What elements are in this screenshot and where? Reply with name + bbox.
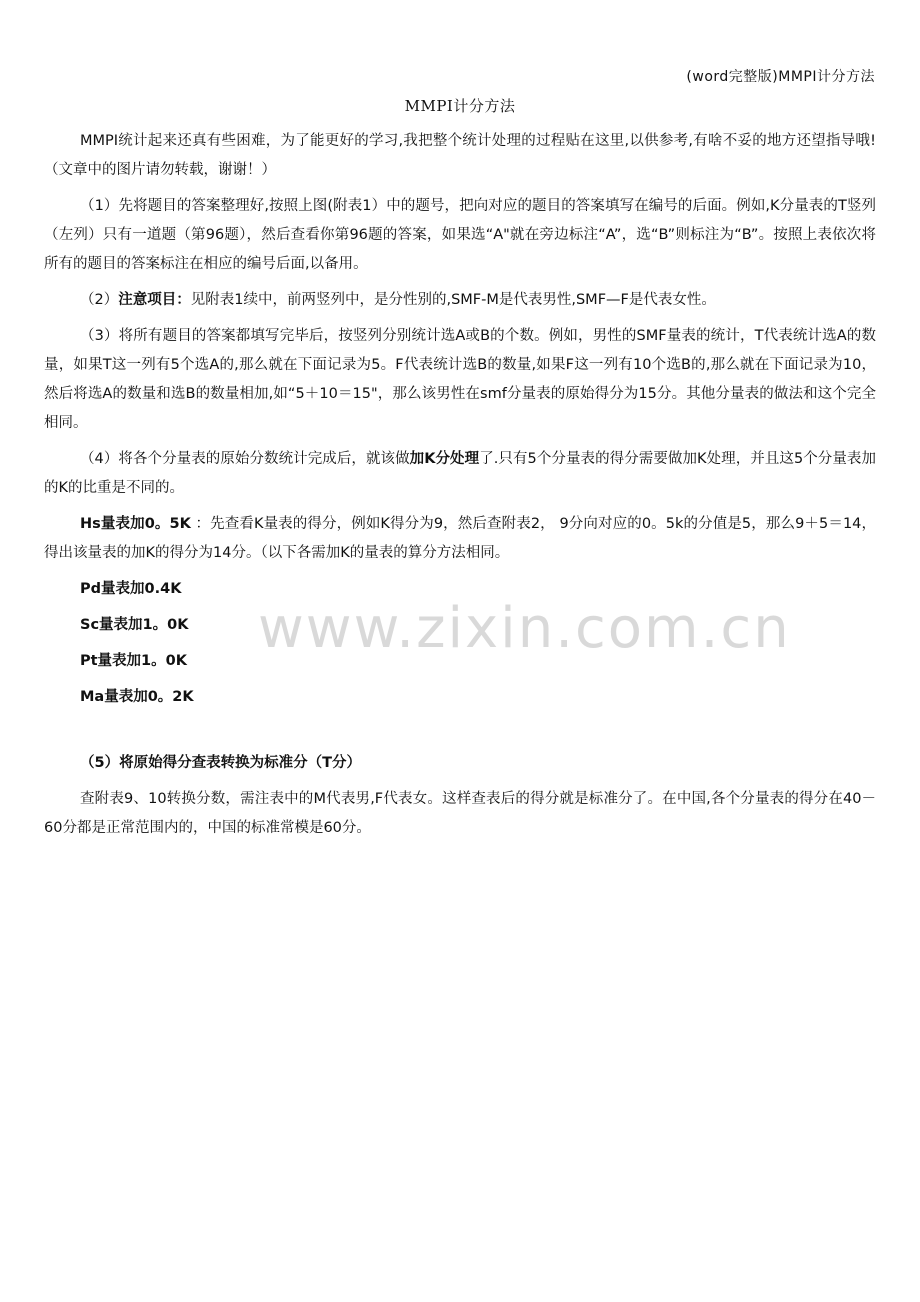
page-title: MMPI计分方法 <box>404 97 516 115</box>
step4-prefix: （4）将各个分量表的原始分数统计完成后，就该做 <box>80 451 410 467</box>
sc-item: Sc量表加1。0K <box>80 617 189 633</box>
step2-bold-label: 注意项目： <box>118 292 191 308</box>
step2-text: 见附表1续中，前两竖列中，是分性别的,SMF-M是代表男性,SMF—F是代表女性。 <box>190 292 716 308</box>
intro-paragraph: MMPI统计起来还真有些困难，为了能更好的学习,我把整个统计处理的过程贴在这里,以供参考,有啥不妥的地方还望指导哦!（文章中的图片请勿转载，谢谢！） <box>44 133 876 178</box>
document-header-label: (word完整版)MMPI计分方法 <box>686 69 875 85</box>
document-body <box>44 127 876 850</box>
step2-prefix: （2） <box>80 292 119 308</box>
hs-text: ：先查看K量表的得分，例如K得分为9，然后查附表2， 9分向对应的0。5k的分值是5，那么9＋5＝14，得出该量表的加K的得分为14分。（以下各需加K的量表的算分方法相同。 <box>44 516 876 561</box>
step3-paragraph: （3）将所有题目的答案都填写完毕后，按竖列分别统计选A或B的个数。例如，男性的SMF量表的统计，T代表统计选A的数量，如果T这一列有5个选A的,那么就在下面记录为5。F代表统计选B的数量,如果F这一列有10个选B的,那么就在下面记录为10，然后将选A的数量和选B的数量相加,如“5＋10＝15"，那么该男性在smf分量表的原始得分为15分。其他分量表的做法和这个完全相同。 <box>44 328 876 431</box>
hs-paragraph <box>44 510 876 568</box>
watermark-text: www.zixin.com.cn <box>258 596 791 661</box>
ma-item: Ma量表加0。2K <box>80 689 194 705</box>
step4-text: 了.只有5个分量表的得分需要做加K处理，并且这5个分量表加的K的比重是不同的。 <box>44 451 876 496</box>
hs-bold-label: Hs量表加0。5K <box>80 516 191 532</box>
step4-paragraph <box>44 445 876 503</box>
spacer <box>44 719 876 749</box>
pt-item: Pt量表加1。0K <box>80 653 187 669</box>
step1-paragraph: （1）先将题目的答案整理好,按照上图(附表1）中的题号，把向对应的题目的答案填写在编号的后面。例如,K分量表的T竖列（左列）只有一道题（第96题），然后查看你第96题的答案，如果选“A"就在旁边标注“A”，选“B”则标注为“B”。按照上表依次将所有的题目的答案标注在相应的编号后面,以备用。 <box>44 198 876 272</box>
step5-paragraph: 查附表9、10转换分数，需注表中的M代表男,F代表女。这样查表后的得分就是标准分了。在中国,各个分量表的得分在40－60分都是正常范围内的，中国的标准常模是60分。 <box>44 791 876 836</box>
step2-paragraph <box>44 286 876 315</box>
pd-item: Pd量表加0.4K <box>80 581 182 597</box>
step4-bold-term: 加K分处理 <box>409 451 480 467</box>
step5-heading: （5）将原始得分查表转换为标准分（T分） <box>80 755 361 771</box>
